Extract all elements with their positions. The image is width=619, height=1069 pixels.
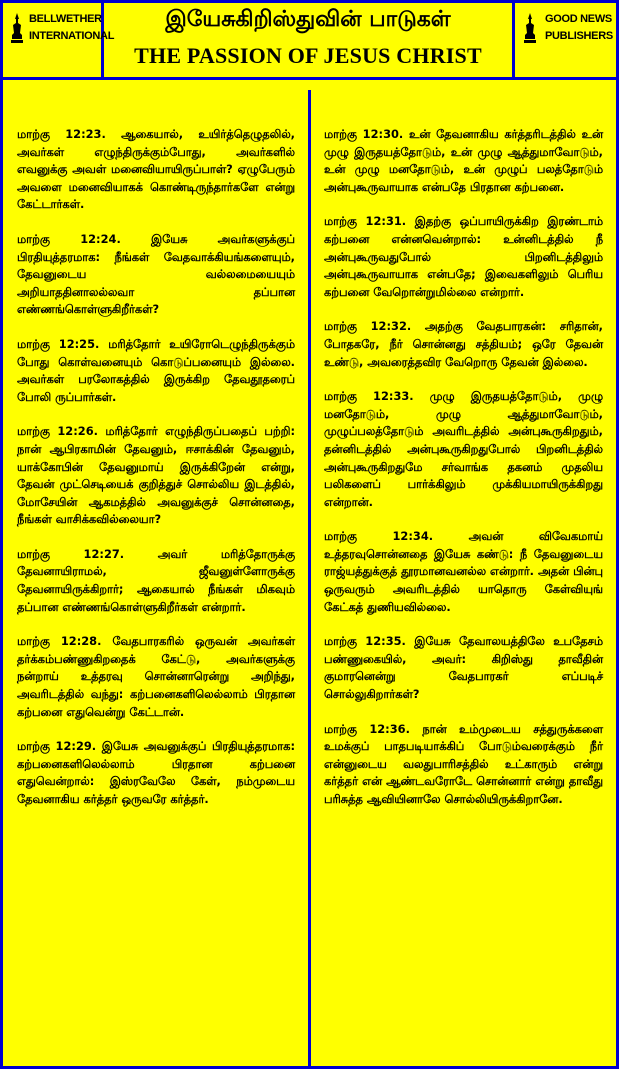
- verse-paragraph: மாற்கு 12:36. நான் உம்முடைய சத்துருக்களை உமக்குப் பாதபடியாக்கிப் போடும்வரைக்கும் நீர் என்னுடைய வலதுபாரிசத்தில் உட்காரும் என்று கர்த்தர் என் ஆண்டவரோடே சொன்னார் என்று தாவீது பரிசுத்த ஆவியினாலே சொல்லியிருக்கிறானே.: [324, 721, 603, 806]
- verse-paragraph: மாற்கு 12:23. ஆகையால், உயிர்த்தெழுதலில், அவர்கள் எழுந்திருக்கும்போது, அவர்களில் எவனுக்கு அவள் மனைவியாயிருப்பாள்? ஏழுபேரும் அவளை மனைவியாகக் கொண்டிருந்தார்களே என்று கேட்டார்கள்.: [17, 127, 295, 212]
- verse-paragraph: மாற்கு 12:32. அதற்கு வேதபாரகன்: சரிதான், போதகரே, நீர் சொன்னது சத்தியம்; ஒரே தேவன் உண்டு, அவரைத்தவிர வேறொரு தேவன் இல்லை.: [324, 319, 603, 369]
- verse-paragraph: மாற்கு 12:24. இயேசு அவர்களுக்குப் பிரதியுத்தரமாக: நீங்கள் வேதவாக்கியங்களையும், தேவனுடைய வல்லமையையும் அறியாததினாலல்லவா தப்பான எண்ணங்கொள்ளுகிறீர்கள்?: [17, 231, 295, 317]
- right-logo-line-2: PUBLISHERS: [545, 30, 613, 42]
- verse-paragraph: மாற்கு 12:31. இதற்கு ஒப்பாயிருக்கிற இரண்டாம் கற்பனை என்னவென்றால்: உன்னிடத்தில் நீ அன்புகூருவதுபோல் பிறனிடத்திலும் அன்புகூருவாயாக என்பதே; இவைகளிலும் பெரிய கற்பனை வேறொன்றுமில்லை என்றார்.: [324, 214, 603, 299]
- header-right-panel: [515, 3, 616, 77]
- verse-paragraph: மாற்கு 12:34. அவன் விவேகமாய் உத்தரவுசொன்னதை இயேசு கண்டு: நீ தேவனுடைய ராஜ்யத்துக்குத் தூரமானவனல்ல என்றார். அதன் பின்பு ஒருவரும் அவரிடத்தில் யாதொரு கேள்வியுங் கேட்கத் துணியவில்லை.: [324, 529, 603, 614]
- left-column-text: [17, 126, 295, 826]
- lamp-icon: [521, 13, 539, 43]
- right-column: [311, 90, 616, 1066]
- lamp-icon: [9, 13, 25, 43]
- verse-paragraph: மாற்கு 12:33. முழு இருதயத்தோடும், முழு மனதோடும், முழு ஆத்துமாவோடும், முழுப்பலத்தோடும் அவரிடத்தில் அன்புகூருகிறதும், தன்னிடத்தில் அன்புகூருகிறதுபோல் பிறனிடத்தில் அன்புகூருகிறதுமே சர்வாங்க தகனம் முதலிய பலிகளைப் பார்க்கிலும் முக்கியமாயிருக்கிறது என்றான்.: [324, 389, 603, 509]
- left-column: [3, 90, 311, 1066]
- verse-paragraph: மாற்கு 12:27. அவர் மரித்தோருக்கு தேவனாயிராமல், ஜீவனுள்ளோருக்கு தேவனாயிருக்கிறார்; ஆகையால் நீங்கள் மிகவும் தப்பான எண்ணங்கொள்ளுகிறீர்கள் என்றார்.: [17, 546, 295, 614]
- header-left-panel: [3, 3, 115, 77]
- verse-paragraph: மாற்கு 12:25. மரித்தோர் உயிரோடெழுந்திருக்கும் போது கொள்வனையும் கொடுப்பனையும் இல்லை. அவர்கள் பரலோகத்தில் இருக்கிற தேவதூதரைப் போலி ருப்பார்கள்.: [17, 336, 295, 404]
- left-logo-line-2: INTERNATIONAL: [29, 30, 115, 42]
- header-band: [3, 80, 616, 90]
- right-column-text: [324, 126, 603, 826]
- verse-paragraph: மாற்கு 12:26. மரித்தோர் எழுந்திருப்பதைப் பற்றி: நான் ஆபிரகாமின் தேவனும், ஈசாக்கின் தேவனும், யாக்கோபின் தேவனுமாய் இருக்கிறேன் என்று, தேவன் முட்செடியைக் குறித்துச் சொல்லிய இடத்தில், மோசேயின் ஆகமத்தில் அவனுக்குச் சொன்னதை, நீங்கள் வாசிக்கவில்லையா?: [17, 424, 295, 527]
- right-logo-line-1: GOOD NEWS: [545, 13, 612, 25]
- verse-paragraph: மாற்கு 12:30. உன் தேவனாகிய கர்த்தரிடத்தில் உன் முழு இருதயத்தோடும், உன் முழு ஆத்துமாவோடும், உன் முழு மனதோடும், உன் முழுப் பலத்தோடும் அன்புகூருவாயாக என்பதே பிரதான கற்பனை.: [324, 127, 603, 194]
- verse-paragraph: மாற்கு 12:29. இயேசு அவனுக்குப் பிரதியுத்தரமாக: கற்பனைகளிலெல்லாம் பிரதான கற்பனை எதுவென்றால்: இஸ்ரவேலே கேள், நம்முடைய தேவனாகிய கர்த்தர் ஒருவரே கர்த்தர்.: [17, 739, 295, 806]
- verse-paragraph: மாற்கு 12:35. இயேசு தேவாலயத்திலே உபதேசம் பண்ணுகையில், அவர்: கிறிஸ்து தாவீதின் குமாரனென்று வேதபாரகர் எப்படிச் சொல்லுகிறார்கள்?: [324, 634, 603, 702]
- left-logo-line-1: BELLWETHER: [29, 13, 102, 25]
- title-tamil: இயேசுகிறிஸ்துவின் பாடுகள்: [165, 7, 451, 32]
- title-english: THE PASSION OF JESUS CHRIST: [134, 43, 482, 68]
- verse-paragraph: மாற்கு 12:28. வேதபாரகரில் ஒருவன் அவர்கள் தர்க்கம்பண்ணுகிறதைக் கேட்டு, அவர்களுக்கு நன்றாய் உத்தரவு சொன்னாரென்று அறிந்து, அவரிடத்தில் வந்து: கற்பனைகளிலெல்லாம் பிரதான கற்பனை எதுவென்று கேட்டான்.: [17, 634, 295, 719]
- header-title-panel: [104, 3, 515, 77]
